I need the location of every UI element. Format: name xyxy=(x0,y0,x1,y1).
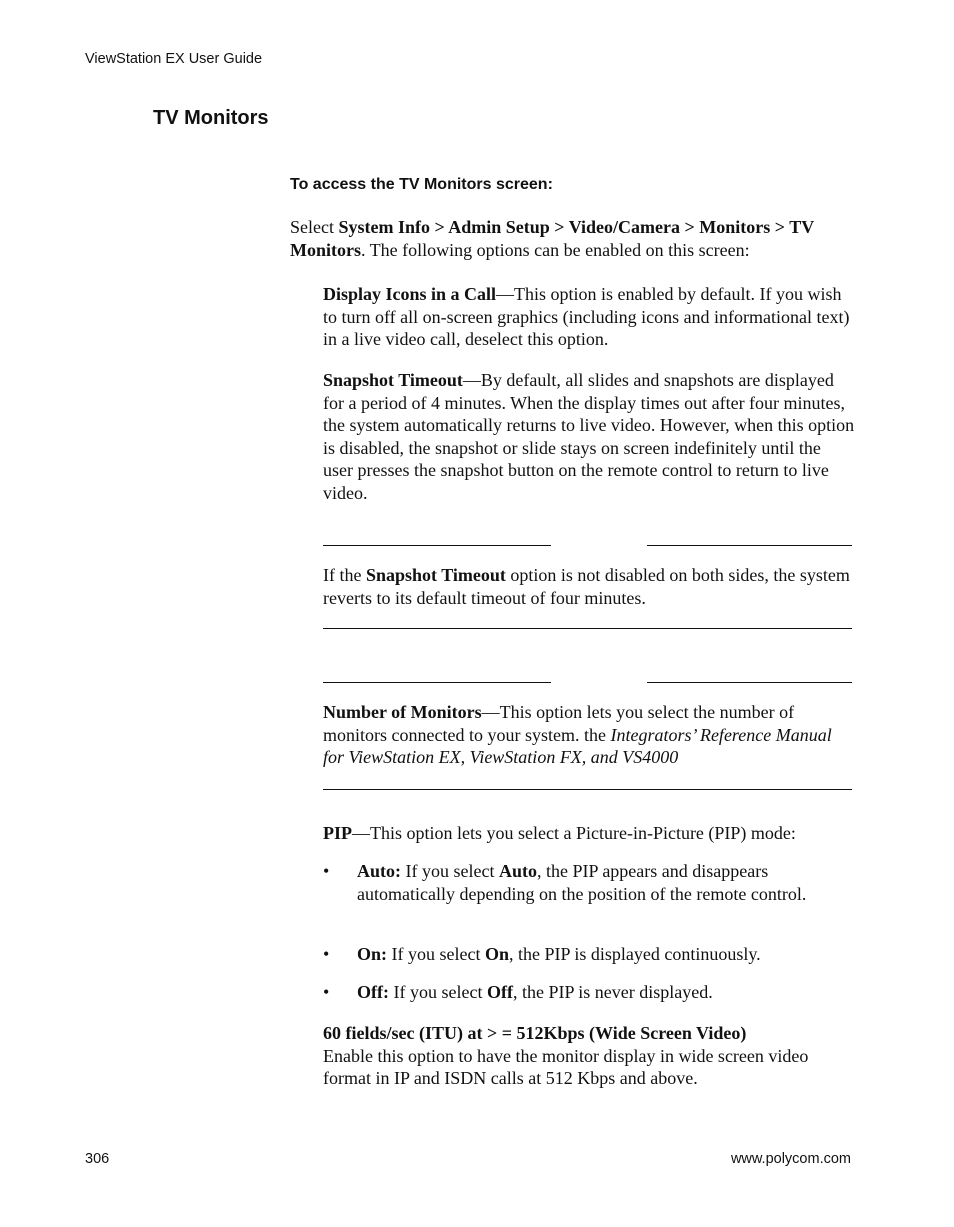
pip-off-item xyxy=(357,981,855,1004)
note2-rule-right xyxy=(647,682,852,683)
number-of-monitors-text: —This option lets you select the number of monitors connected to your system. the xyxy=(323,702,795,745)
pip-off-pre: If you select xyxy=(388,982,487,1002)
reference-manual-title: Integrators’ Reference Manual for ViewStation EX, ViewStation FX, and VS4000 xyxy=(323,724,832,768)
pip-auto-post: , the PIP appears and disappears automatically depending on the position of the remote control. xyxy=(357,861,807,904)
wide-screen-text: Enable this option to have the monitor display in wide screen video format in IP and ISDN calls at 512 Kbps and above. xyxy=(323,1045,809,1089)
section-title: TV Monitors xyxy=(153,107,269,129)
note-term: Snapshot Timeout xyxy=(365,565,506,585)
running-header: ViewStation EX User Guide xyxy=(85,51,263,67)
note2-rule-left xyxy=(323,682,551,683)
pip-on-item xyxy=(357,943,855,966)
number-of-monitors-paragraph xyxy=(323,701,855,769)
page-number: 306 xyxy=(85,1151,110,1167)
menu-path: System Info > Admin Setup > Video/Camera > Monitors > TV Monitors xyxy=(290,217,814,260)
number-of-monitors-term: Number of Monitors xyxy=(323,702,482,722)
display-icons-text: —This option is enabled by default. If you wish to turn off all on-screen graphics (including icons and informational text) in a live video call, deselect this option. xyxy=(323,284,850,350)
pip-text: —This option lets you select a Picture-in-Picture (PIP) mode: xyxy=(352,823,796,843)
pip-auto-value: Auto xyxy=(498,861,537,881)
pip-on-pre: If you select xyxy=(387,944,485,964)
bullet-icon: • xyxy=(323,861,330,881)
note-rule-bottom xyxy=(323,628,852,629)
display-icons-term: Display Icons in a Call xyxy=(323,284,497,304)
wide-screen-term: 60 fields/sec (ITU) at > = 512Kbps (Wide Screen Video) xyxy=(323,1023,747,1043)
bullet-icon: • xyxy=(323,944,330,964)
snapshot-timeout-paragraph xyxy=(323,369,855,505)
pip-auto-label: Auto: xyxy=(357,861,401,881)
snapshot-timeout-term: Snapshot Timeout xyxy=(323,370,463,390)
intro-paragraph xyxy=(290,216,855,261)
bullet-icon: • xyxy=(323,982,330,1002)
display-icons-paragraph xyxy=(323,283,855,351)
pip-on-label: On: xyxy=(357,944,388,964)
footer-website: www.polycom.com xyxy=(730,1151,851,1167)
note-prefix: If the xyxy=(323,565,366,585)
intro-rest: . The following options can be enabled on this screen: xyxy=(361,239,750,260)
pip-off-post: , the PIP is never displayed. xyxy=(512,982,713,1002)
snapshot-timeout-text: —By default, all slides and snapshots are displayed for a period of 4 minutes. When the display times out after four minutes, the system automatically returns to live video. However, when this option is disabled, the snapshot or slide stays on screen indefinitely until the user presses the snapshot button on the remote control to return to live video. xyxy=(323,370,855,503)
note-rule-right xyxy=(647,545,852,546)
note-suffix: option is not disabled on both sides, the system reverts to its default timeout of four minutes. xyxy=(323,565,850,608)
note2-rule-bottom xyxy=(323,789,852,790)
pip-off-label: Off: xyxy=(357,982,389,1002)
pip-off-value: Off xyxy=(486,982,513,1002)
pip-on-post: , the PIP is displayed continuously. xyxy=(509,944,761,964)
pip-on-value: On xyxy=(484,944,509,964)
note-rule-left xyxy=(323,545,551,546)
pip-auto-item xyxy=(357,860,855,905)
pip-paragraph xyxy=(323,822,855,845)
intro-select: Select xyxy=(290,217,339,237)
procedure-title: To access the TV Monitors screen: xyxy=(290,176,553,193)
pip-term: PIP xyxy=(323,823,352,843)
note-paragraph xyxy=(323,564,855,609)
pip-auto-pre: If you select xyxy=(401,861,499,881)
wide-screen-paragraph xyxy=(323,1022,855,1090)
